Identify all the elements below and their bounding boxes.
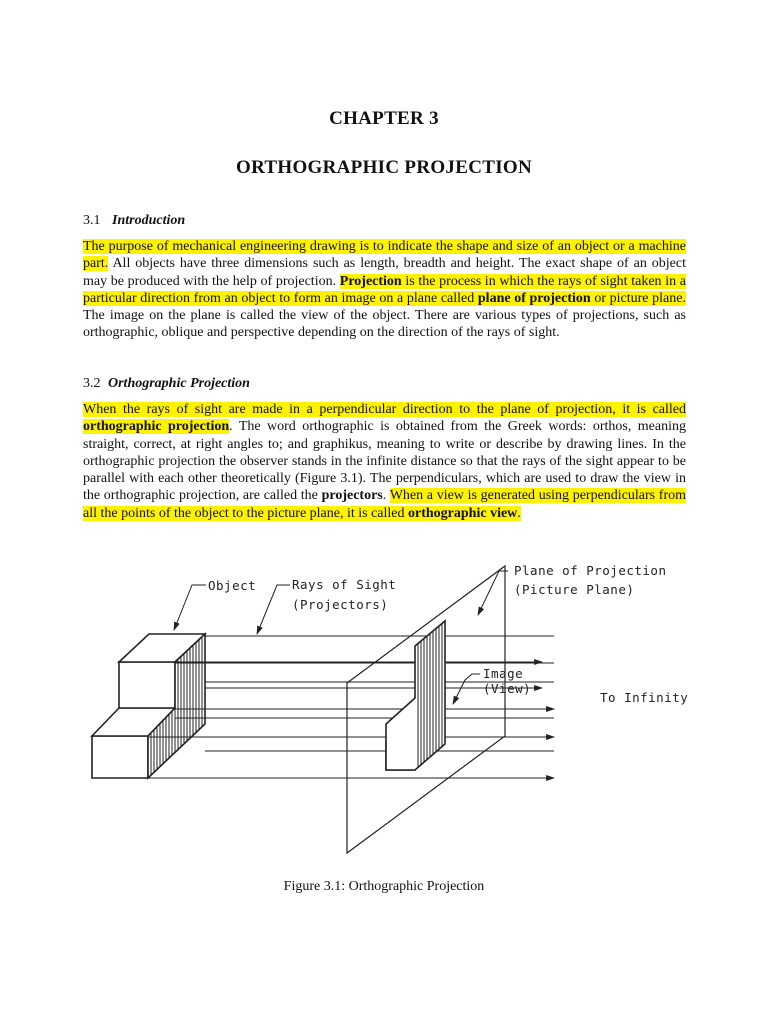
- highlight-bold: plane of projection: [477, 290, 591, 306]
- label-view: (View): [483, 681, 532, 696]
- text-run: The image on the plane is called the view of the object. There are various types of projections, such as orthographic, oblique and perspective depending on the direction of the rays of sight.: [83, 308, 686, 341]
- projection-diagram: [80, 556, 700, 856]
- projected-image: [386, 621, 445, 770]
- leader-object: [174, 585, 206, 630]
- section-heading-orthographic: [83, 376, 250, 392]
- leader-image: [453, 674, 480, 704]
- highlight: When a view is generated using perpendiculars from all the points of the object to the picture plane, it is called: [83, 488, 687, 521]
- label-plane: Plane of Projection: [514, 563, 667, 578]
- label-image: Image: [483, 666, 524, 681]
- section-title: Orthographic Projection: [108, 376, 250, 391]
- section-heading-introduction: [83, 213, 185, 229]
- highlight-bold: orthographic view: [408, 505, 518, 521]
- orthographic-paragraph: [83, 401, 686, 522]
- leader-plane: [478, 571, 508, 615]
- leader-rays: [257, 585, 290, 634]
- label-rays: Rays of Sight: [292, 577, 397, 592]
- text-run: All objects have three dimensions such as length, breadth and height. The exact shape of an object may be produced with the help of projection.: [83, 256, 686, 289]
- chapter-title: ORTHOGRAPHIC PROJECTION: [235, 157, 532, 178]
- figure-orthographic-projection: [80, 556, 700, 856]
- object-solid: [92, 634, 205, 778]
- introduction-paragraph: [83, 238, 686, 342]
- highlight: .: [517, 505, 521, 521]
- label-picture-plane: (Picture Plane): [514, 582, 635, 597]
- text-run: . The word orthographic is obtained from the Greek words: orthos, meaning straight, correct, at right angles to; and graphikus, meaning to write or describe by drawing lines. In the orthographic projection the observer stands in the infinite distance so that the rays of the sight appear to be parallel with each other theoretically (Figure 3.1). The perpendiculars, which are used to draw the view in the orthographic projection, are called the: [83, 419, 686, 504]
- highlight: When the rays of sight are made in a perpendicular direction to the plane of projection, it is called: [83, 402, 686, 417]
- section-title: Introduction: [112, 213, 186, 228]
- text-run: .: [382, 488, 390, 504]
- highlight: or picture plane.: [590, 290, 686, 306]
- object-top-front: [119, 662, 175, 708]
- object-bottom-front: [92, 736, 148, 778]
- figure-caption: Figure 3.1: Orthographic Projection: [283, 879, 485, 894]
- label-object: Object: [208, 578, 257, 593]
- chapter-number: CHAPTER 3: [329, 108, 439, 129]
- label-infinity: To Infinity: [600, 690, 689, 705]
- highlight-bold: orthographic projection: [83, 419, 230, 435]
- bold-term: projectors: [321, 488, 383, 504]
- label-projectors: (Projectors): [292, 597, 389, 612]
- section-number: 3.2: [83, 376, 101, 391]
- projection-rays: [148, 636, 554, 778]
- highlight: The purpose of mechanical engineering drawing is to indicate the shape and size of an object or a machine part.: [83, 239, 686, 272]
- section-number: 3.1: [83, 213, 101, 228]
- highlight-bold: Projection: [339, 273, 402, 289]
- highlight: is the process in which the rays of sight taken in a particular direction from an object to form an image on a plane called: [83, 273, 686, 306]
